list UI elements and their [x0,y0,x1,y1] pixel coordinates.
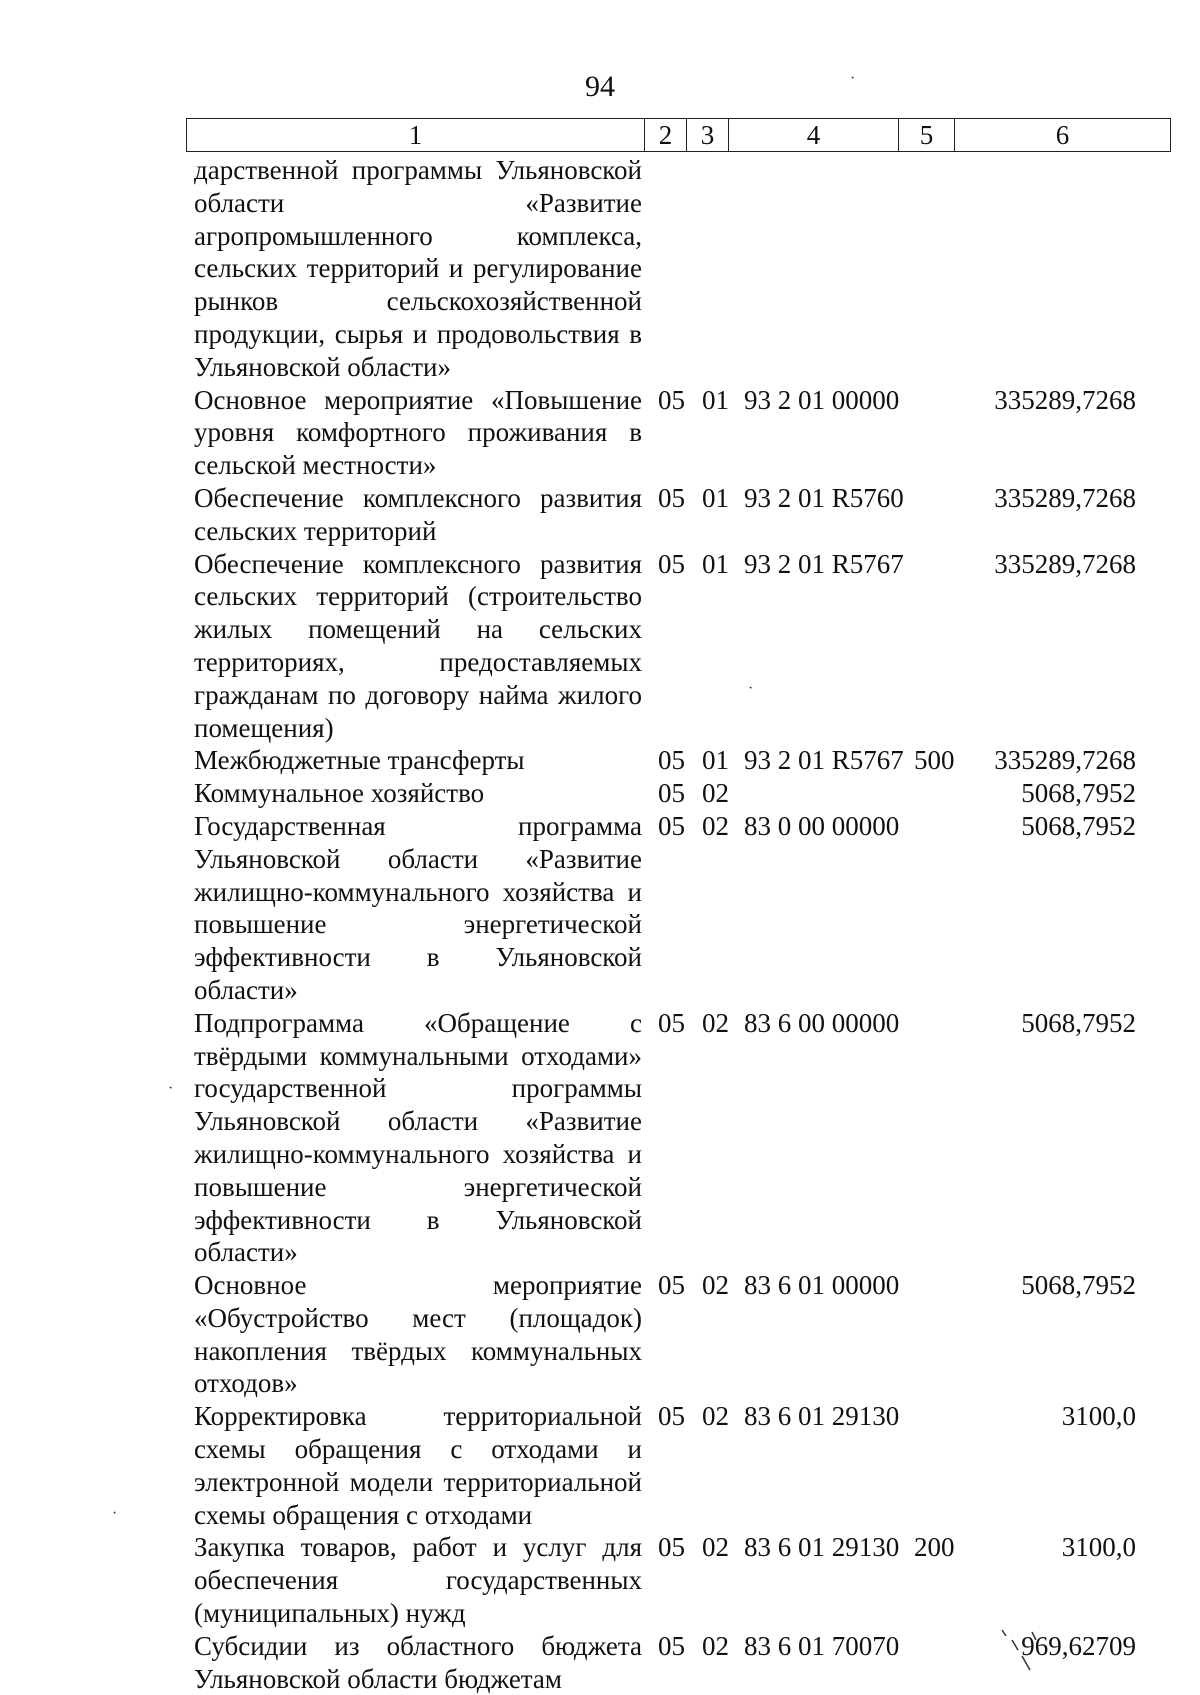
column-header-6: 6 [955,119,1171,152]
expense-type-code: 200 [914,1532,955,1563]
row-name: Межбюджетные трансферты [194,745,525,776]
section-code: 05 [658,482,685,513]
section-code: 05 [658,548,685,579]
scan-speck: · [168,1080,174,1097]
section-code: 05 [658,1532,685,1563]
subsection-code: 02 [702,1270,729,1301]
target-article-code: 83 6 00 00000 [744,1007,900,1038]
section-code: 05 [658,810,685,841]
table-row [0,1531,1200,1629]
amount: 969,62709 [1021,1630,1136,1661]
target-article-code: 83 0 00 00000 [744,810,900,841]
target-article-code: 83 6 01 29130 [744,1532,900,1563]
section-code: 05 [658,1630,685,1661]
row-name: Подпрограмма «Обращение с твёрдыми коммунальными отходами» государственной программы Ульяновской области «Развитие жилищно-коммунального хозяйства и повышение энергетической эффективности в Ульяновской области» [194,1007,642,1268]
subsection-code: 02 [702,810,729,841]
column-header-3: 3 [687,119,729,152]
subsection-code: 01 [702,745,729,776]
row-name: Корректировка территориальной схемы обращения с отходами и электронной модели территориальной схемы обращения с отходами [194,1401,642,1530]
row-name: дарственной программы Ульяновской области «Развитие агропромышленного комплекса, сельских территорий и регулирование рынков сельскохозяйственной продукции, сырья и продовольствия в Ульяновской области» [194,155,642,382]
table-row [0,384,1200,482]
target-article-code: 83 6 01 00000 [744,1270,900,1301]
subsection-code: 02 [702,1401,729,1432]
column-header-4: 4 [729,119,899,152]
row-name: Основное мероприятие «Повышение уровня комфортного проживания в сельской местности» [194,384,642,481]
subsection-code: 02 [702,1532,729,1563]
table-row [0,1007,1200,1269]
column-header-2: 2 [645,119,687,152]
subsection-code: 01 [702,384,729,415]
amount: 5068,7952 [1021,1007,1136,1038]
expense-type-code: 500 [914,745,955,776]
section-code: 05 [658,745,685,776]
table-row [0,1400,1200,1531]
section-code: 05 [658,778,685,809]
amount: 335289,7268 [994,482,1136,513]
section-code: 05 [658,384,685,415]
scan-speck: · [748,680,754,697]
row-name: Основное мероприятие «Обустройство мест (площадок) накопления твёрдых коммунальных отходов» [194,1270,642,1399]
target-article-code: 83 6 01 70070 [744,1630,900,1661]
subsection-code: 01 [702,548,729,579]
row-name: Субсидии из областного бюджета Ульяновской области бюджетам [194,1630,642,1694]
target-article-code: 93 2 01 R5767 [744,745,904,776]
scan-mark [1000,1628,1040,1688]
section-code: 05 [658,1401,685,1432]
row-name: Обеспечение комплексного развития сельских территорий (строительство жилых помещений на сельских территориях, предоставляемых гражданам по договору найма жилого помещения) [194,548,642,743]
amount: 3100,0 [1061,1401,1136,1432]
section-code: 05 [658,1270,685,1301]
table-row [0,482,1200,548]
table-row [0,744,1200,777]
table-row [0,548,1200,745]
row-name: Обеспечение комплексного развития сельских территорий [194,482,642,546]
budget-table-body [0,154,1200,1695]
target-article-code: 83 6 01 29130 [744,1401,900,1432]
scan-speck: · [112,1505,118,1522]
page-number: 94 [585,70,615,103]
subsection-code: 02 [702,778,729,809]
scan-speck: · [850,70,856,87]
amount: 5068,7952 [1021,1270,1136,1301]
target-article-code: 93 2 01 R5767 [744,548,904,579]
table-row [0,810,1200,1007]
subsection-code: 02 [702,1007,729,1038]
subsection-code: 01 [702,482,729,513]
amount: 3100,0 [1061,1532,1136,1563]
target-article-code: 93 2 01 R5760 [744,482,904,513]
table-row [0,154,1200,384]
amount: 5068,7952 [1021,810,1136,841]
amount: 335289,7268 [994,548,1136,579]
table-row [0,1269,1200,1400]
row-name: Государственная программа Ульяновской области «Развитие жилищно-коммунального хозяйства и повышение энергетической эффективности в Ульяновской области» [194,810,642,1005]
amount: 5068,7952 [1021,778,1136,809]
subsection-code: 02 [702,1630,729,1661]
target-article-code: 93 2 01 00000 [744,384,900,415]
column-header-1: 1 [187,119,645,152]
column-header-5: 5 [899,119,955,152]
table-row [0,777,1200,810]
column-header-row [187,119,1171,152]
row-name: Закупка товаров, работ и услуг для обеспечения государственных (муниципальных) нужд [194,1532,642,1629]
row-name: Коммунальное хозяйство [194,778,485,809]
section-code: 05 [658,1007,685,1038]
amount: 335289,7268 [994,384,1136,415]
column-header-table [186,118,1171,152]
amount: 335289,7268 [994,745,1136,776]
